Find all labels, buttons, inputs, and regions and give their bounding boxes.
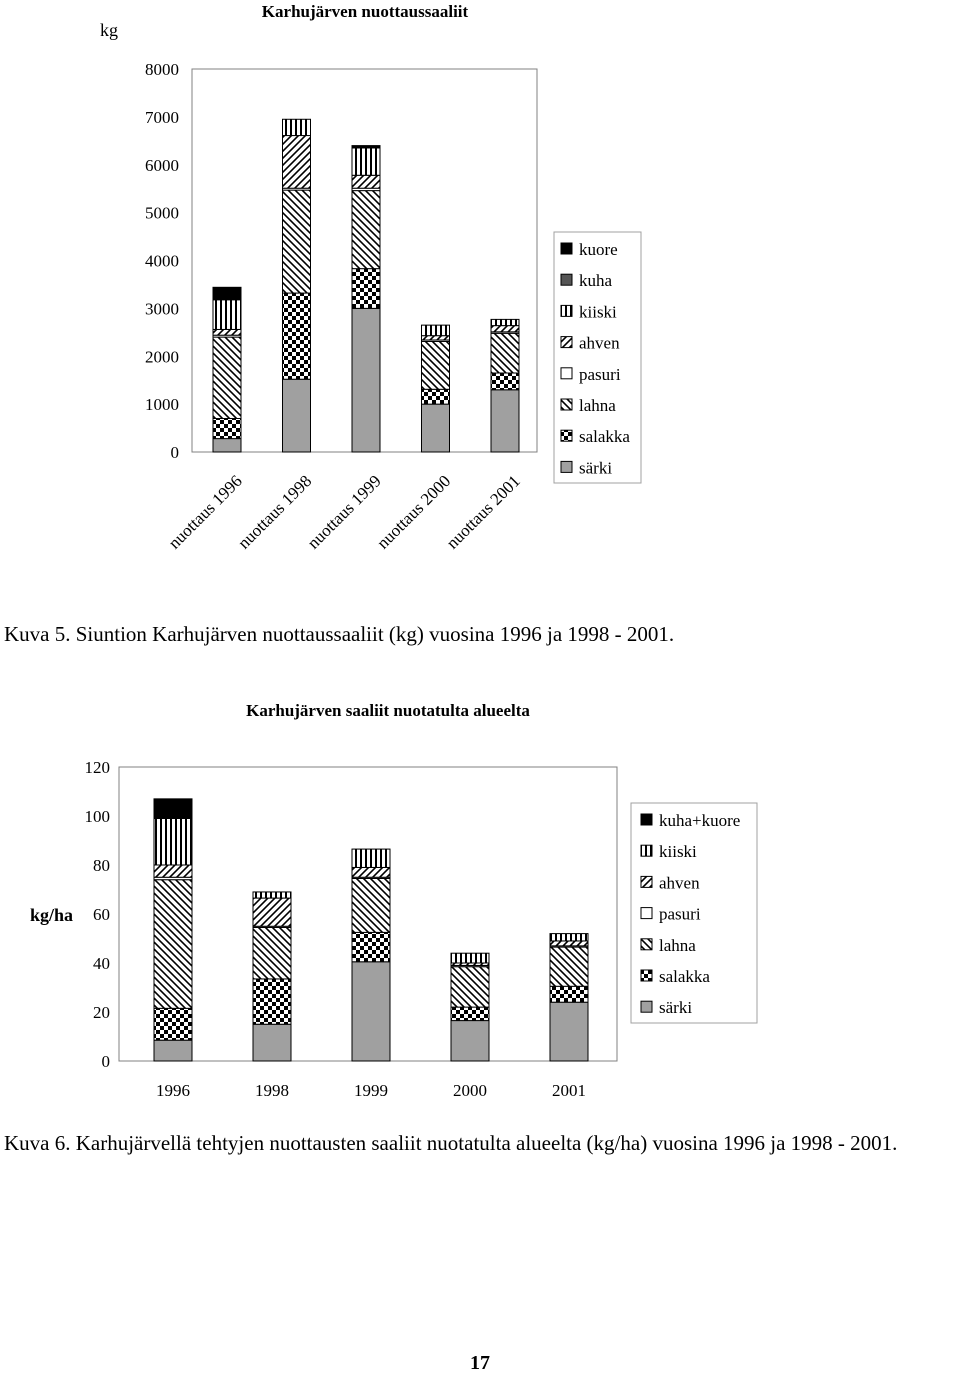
bar-segment-salakka xyxy=(491,373,519,390)
bar-segment-ahven xyxy=(422,336,450,340)
bar-segment-särki xyxy=(422,404,450,452)
x-tick-label: nuottaus 2000 xyxy=(373,471,455,553)
x-tick-label: nuottaus 1999 xyxy=(303,471,385,553)
legend-swatch-särki xyxy=(561,461,572,472)
figure-6-caption: Kuva 6. Karhujärvellä tehtyjen nuottausten saaliit nuotatulta alueelta (kg/ha) vuosina 1996 ja 1998 - 2001. xyxy=(4,1131,898,1155)
y-tick-label: 3000 xyxy=(145,299,179,319)
bar-segment-lahna xyxy=(451,967,489,1007)
bar-segment-lahna xyxy=(550,947,588,986)
bar-segment-lahna xyxy=(253,927,291,978)
y-tick-label: 80 xyxy=(93,856,110,875)
legend-swatch-kuore xyxy=(561,243,572,254)
x-tick-label: 1996 xyxy=(156,1081,190,1100)
bar-segment-kiiski xyxy=(451,953,489,963)
bar-segment-kiiski xyxy=(253,892,291,898)
bar-segment-särki xyxy=(213,439,241,452)
legend-label-ahven: ahven xyxy=(659,873,700,893)
y-tick-label: 40 xyxy=(93,954,110,973)
bar-segment-särki xyxy=(491,390,519,452)
y-tick-label: 8000 xyxy=(145,60,179,79)
legend-label-salakka: salakka xyxy=(579,427,630,447)
y-axis-unit: kg/ha xyxy=(30,905,74,925)
y-axis-unit: kg xyxy=(100,20,118,40)
legend-swatch-ahven xyxy=(641,876,652,887)
bar-segment-lahna xyxy=(154,880,192,1009)
bar-segment-ahven xyxy=(213,329,241,335)
bar-segment-lahna xyxy=(283,190,311,293)
bar-segment-särki xyxy=(451,1021,489,1061)
bar-segment-kuore xyxy=(352,146,380,147)
y-tick-label: 100 xyxy=(84,807,110,826)
bar-segment-salakka xyxy=(422,389,450,404)
legend-swatch-kiiski xyxy=(561,305,572,316)
bar-segment-särki xyxy=(352,962,390,1061)
legend-swatch-lahna xyxy=(561,399,572,410)
chart-title: Karhujärven nuottaussaaliit xyxy=(261,2,469,21)
y-tick-label: 7000 xyxy=(145,107,179,127)
legend-swatch-salakka xyxy=(641,970,652,981)
bar-segment-kiiski xyxy=(283,119,311,135)
x-tick-label: 1999 xyxy=(354,1081,388,1100)
bar-segment-särki xyxy=(550,1002,588,1061)
bar-segment-kiiski xyxy=(352,849,390,867)
y-tick-label: 0 xyxy=(170,443,179,462)
bar-segment-kuore xyxy=(213,287,241,299)
x-tick-label: 1998 xyxy=(255,1081,289,1100)
x-tick-label: 2000 xyxy=(453,1081,487,1100)
legend-swatch-kiiski xyxy=(641,845,652,856)
bar-segment-kuha-kuore xyxy=(154,799,192,819)
bar-segment-lahna xyxy=(422,341,450,389)
legend-label-kiiski: kiiski xyxy=(659,842,697,862)
x-tick-label: nuottaus 1998 xyxy=(234,471,316,553)
bar-segment-särki xyxy=(253,1024,291,1061)
x-tick-label: nuottaus 1996 xyxy=(164,471,246,553)
bar-segment-ahven xyxy=(491,326,519,332)
x-tick-label: 2001 xyxy=(552,1081,586,1100)
bar-segment-salakka xyxy=(154,1008,192,1040)
bar-segment-kiiski xyxy=(491,319,519,325)
legend-label-kuore: kuore xyxy=(579,240,618,259)
legend-label-särki: särki xyxy=(659,998,693,1018)
legend-swatch-kuha xyxy=(561,274,572,285)
bar-segment-lahna xyxy=(491,333,519,373)
legend-label-särki: särki xyxy=(579,458,613,478)
bar-segment-kiiski xyxy=(352,148,380,175)
y-tick-label: 1000 xyxy=(145,395,179,415)
chart-nuottaussaaliit xyxy=(0,0,960,600)
bar-segment-ahven xyxy=(352,867,390,877)
bar-segment-salakka xyxy=(283,293,311,379)
bar-segment-ahven xyxy=(550,941,588,946)
bar-segment-salakka xyxy=(213,418,241,438)
y-tick-label: 60 xyxy=(93,905,110,924)
bar-segment-ahven xyxy=(352,175,380,188)
y-tick-label: 120 xyxy=(84,758,110,777)
legend-label-salakka: salakka xyxy=(659,967,710,986)
y-tick-label: 4000 xyxy=(145,251,179,271)
chart-saaliit-per-hehtaari xyxy=(0,690,960,1110)
legend-label-pasuri: pasuri xyxy=(659,904,701,924)
legend-swatch-pasuri xyxy=(561,368,572,379)
bar-segment-salakka xyxy=(451,1007,489,1020)
y-tick-label: 6000 xyxy=(145,155,179,175)
legend-label-pasuri: pasuri xyxy=(579,364,621,384)
y-tick-label: 0 xyxy=(101,1052,110,1071)
bar-segment-lahna xyxy=(352,191,380,269)
legend-label-kuha-kuore: kuha+kuore xyxy=(659,811,741,830)
legend-swatch-salakka xyxy=(561,430,572,441)
figure-5-caption: Kuva 5. Siuntion Karhujärven nuottaussaaliit (kg) vuosina 1996 ja 1998 - 2001. xyxy=(4,622,675,646)
bar-segment-salakka xyxy=(352,932,390,961)
legend-swatch-ahven xyxy=(561,337,572,348)
bar-segment-särki xyxy=(352,308,380,452)
bar-segment-ahven xyxy=(154,865,192,877)
legend-swatch-lahna xyxy=(641,939,652,950)
y-tick-label: 2000 xyxy=(145,347,179,367)
page-number: 17 xyxy=(470,1352,490,1374)
legend-label-kuha: kuha xyxy=(579,271,613,291)
bar-segment-lahna xyxy=(213,337,241,418)
legend-label-ahven: ahven xyxy=(579,333,620,353)
chart-title: Karhujärven saaliit nuotatulta alueelta xyxy=(246,701,530,720)
bar-segment-salakka xyxy=(253,979,291,1024)
legend-swatch-särki xyxy=(641,1001,652,1012)
y-tick-label: 5000 xyxy=(145,203,179,223)
legend-swatch-kuha-kuore xyxy=(641,814,652,825)
bar-segment-salakka xyxy=(550,986,588,1002)
y-tick-label: 20 xyxy=(93,1003,110,1022)
bar-segment-lahna xyxy=(352,878,390,932)
bar-segment-kiiski xyxy=(213,300,241,330)
bar-segment-särki xyxy=(154,1040,192,1061)
bar-segment-kiiski xyxy=(550,934,588,941)
x-tick-label: nuottaus 2001 xyxy=(442,471,524,553)
legend-label-kiiski: kiiski xyxy=(579,302,617,322)
bar-segment-kiiski xyxy=(154,818,192,865)
legend-swatch-pasuri xyxy=(641,908,652,919)
bar-segment-ahven xyxy=(253,898,291,926)
bar-segment-kiiski xyxy=(422,325,450,336)
legend-label-lahna: lahna xyxy=(659,935,696,955)
legend-label-lahna: lahna xyxy=(579,396,616,415)
bar-segment-särki xyxy=(283,379,311,452)
bar-segment-ahven xyxy=(283,136,311,189)
bar-segment-salakka xyxy=(352,269,380,309)
